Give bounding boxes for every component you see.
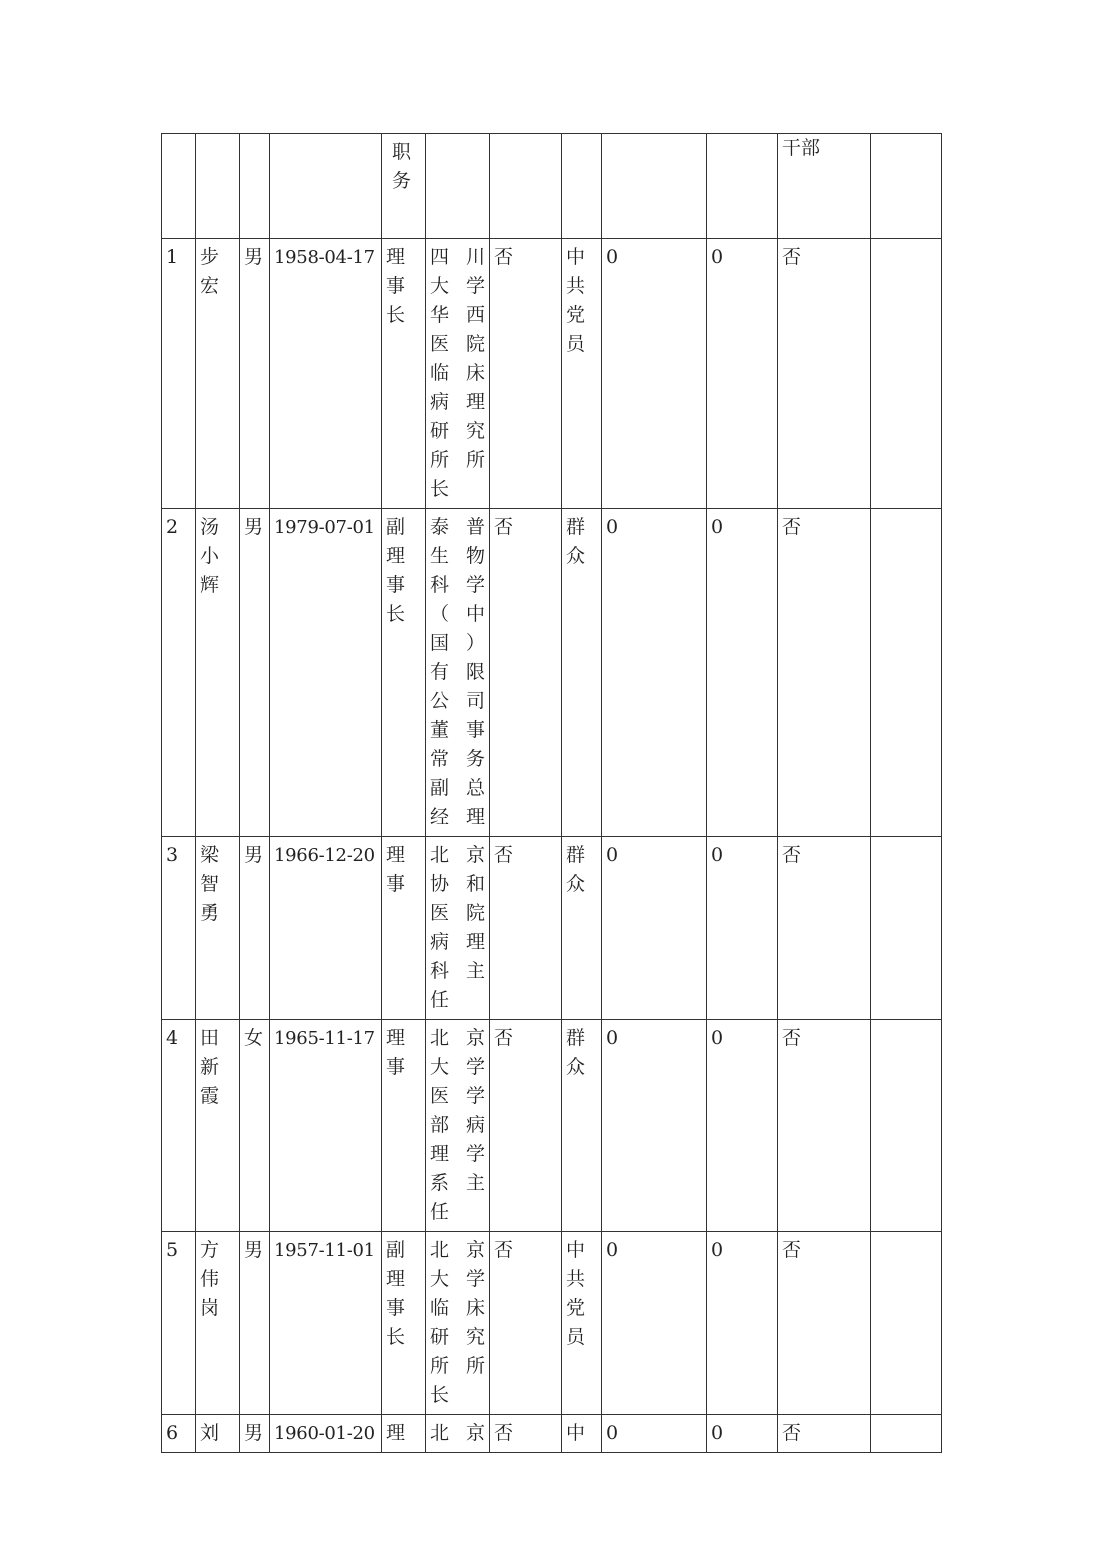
cell-col7: 否	[490, 837, 562, 1020]
table-row	[162, 1020, 942, 1232]
member-birthdate: 1957-11-01	[270, 1232, 382, 1415]
member-birthdate: 1965-11-17	[270, 1020, 382, 1232]
header-cadre: 干部	[778, 134, 871, 239]
member-birthdate: 1966-12-20	[270, 837, 382, 1020]
header-position: 职务	[382, 134, 426, 239]
member-birthdate: 1979-07-01	[270, 509, 382, 837]
member-birthdate: 1960-01-20	[270, 1415, 382, 1453]
member-name: 方伟岗	[196, 1232, 240, 1415]
table-header-row	[162, 134, 942, 239]
cell-cadre: 否	[778, 1020, 871, 1232]
cell-cadre: 否	[778, 1415, 871, 1453]
member-gender: 男	[240, 509, 270, 837]
row-number: 4	[162, 1020, 196, 1232]
cell-col9: 0	[602, 1020, 707, 1232]
cell-col12	[871, 837, 942, 1020]
table-row	[162, 239, 942, 509]
table-row	[162, 509, 942, 837]
member-birthdate: 1958-04-17	[270, 239, 382, 509]
cell-col10: 0	[707, 509, 778, 837]
member-name: 步宏	[196, 239, 240, 509]
cell-col9: 0	[602, 1415, 707, 1453]
row-number: 1	[162, 239, 196, 509]
cell-cadre: 否	[778, 509, 871, 837]
member-party: 群众	[562, 1020, 602, 1232]
cell-col12	[871, 1415, 942, 1453]
member-party: 中共党员	[562, 239, 602, 509]
member-name: 刘	[196, 1415, 240, 1453]
member-party: 群众	[562, 837, 602, 1020]
member-organization: 北京大学临床研究所所长	[426, 1232, 490, 1415]
member-title: 理事	[382, 1020, 426, 1232]
cell-cadre: 否	[778, 837, 871, 1020]
cell-col7: 否	[490, 1415, 562, 1453]
cell-cadre: 否	[778, 239, 871, 509]
member-organization: 北京协和医院病理科主任	[426, 837, 490, 1020]
member-gender: 女	[240, 1020, 270, 1232]
cell-col10: 0	[707, 239, 778, 509]
member-title: 理	[382, 1415, 426, 1453]
member-title: 副理事长	[382, 509, 426, 837]
cell-col12	[871, 509, 942, 837]
member-name: 汤小辉	[196, 509, 240, 837]
member-organization: 北京大学医学部病理学系主任	[426, 1020, 490, 1232]
member-party: 中共党员	[562, 1232, 602, 1415]
cell-col10: 0	[707, 1020, 778, 1232]
cell-col10: 0	[707, 837, 778, 1020]
row-number: 3	[162, 837, 196, 1020]
cell-col10: 0	[707, 1415, 778, 1453]
table-row	[162, 1232, 942, 1415]
cell-col9: 0	[602, 837, 707, 1020]
cell-col9: 0	[602, 509, 707, 837]
member-title: 理事	[382, 837, 426, 1020]
cell-col12	[871, 239, 942, 509]
member-gender: 男	[240, 837, 270, 1020]
cell-col7: 否	[490, 1232, 562, 1415]
cell-col9: 0	[602, 1232, 707, 1415]
cell-col7: 否	[490, 509, 562, 837]
cell-col10: 0	[707, 1232, 778, 1415]
row-number: 6	[162, 1415, 196, 1453]
cell-col9: 0	[602, 239, 707, 509]
cell-cadre: 否	[778, 1232, 871, 1415]
member-party: 群众	[562, 509, 602, 837]
member-table	[161, 133, 942, 1453]
member-gender: 男	[240, 1232, 270, 1415]
member-organization: 四川大学华西医院临床病理研究所所长	[426, 239, 490, 509]
cell-col7: 否	[490, 1020, 562, 1232]
member-gender: 男	[240, 1415, 270, 1453]
member-title: 副理事长	[382, 1232, 426, 1415]
member-title: 理事长	[382, 239, 426, 509]
cell-col12	[871, 1232, 942, 1415]
cell-col7: 否	[490, 239, 562, 509]
table-row	[162, 1415, 942, 1453]
member-gender: 男	[240, 239, 270, 509]
table-row	[162, 837, 942, 1020]
member-name: 梁智勇	[196, 837, 240, 1020]
row-number: 2	[162, 509, 196, 837]
member-party: 中	[562, 1415, 602, 1453]
member-organization: 泰普生物科学（中国）有限公司董事常务副总经理	[426, 509, 490, 837]
cell-col12	[871, 1020, 942, 1232]
member-name: 田新霞	[196, 1020, 240, 1232]
member-organization: 北京	[426, 1415, 490, 1453]
row-number: 5	[162, 1232, 196, 1415]
